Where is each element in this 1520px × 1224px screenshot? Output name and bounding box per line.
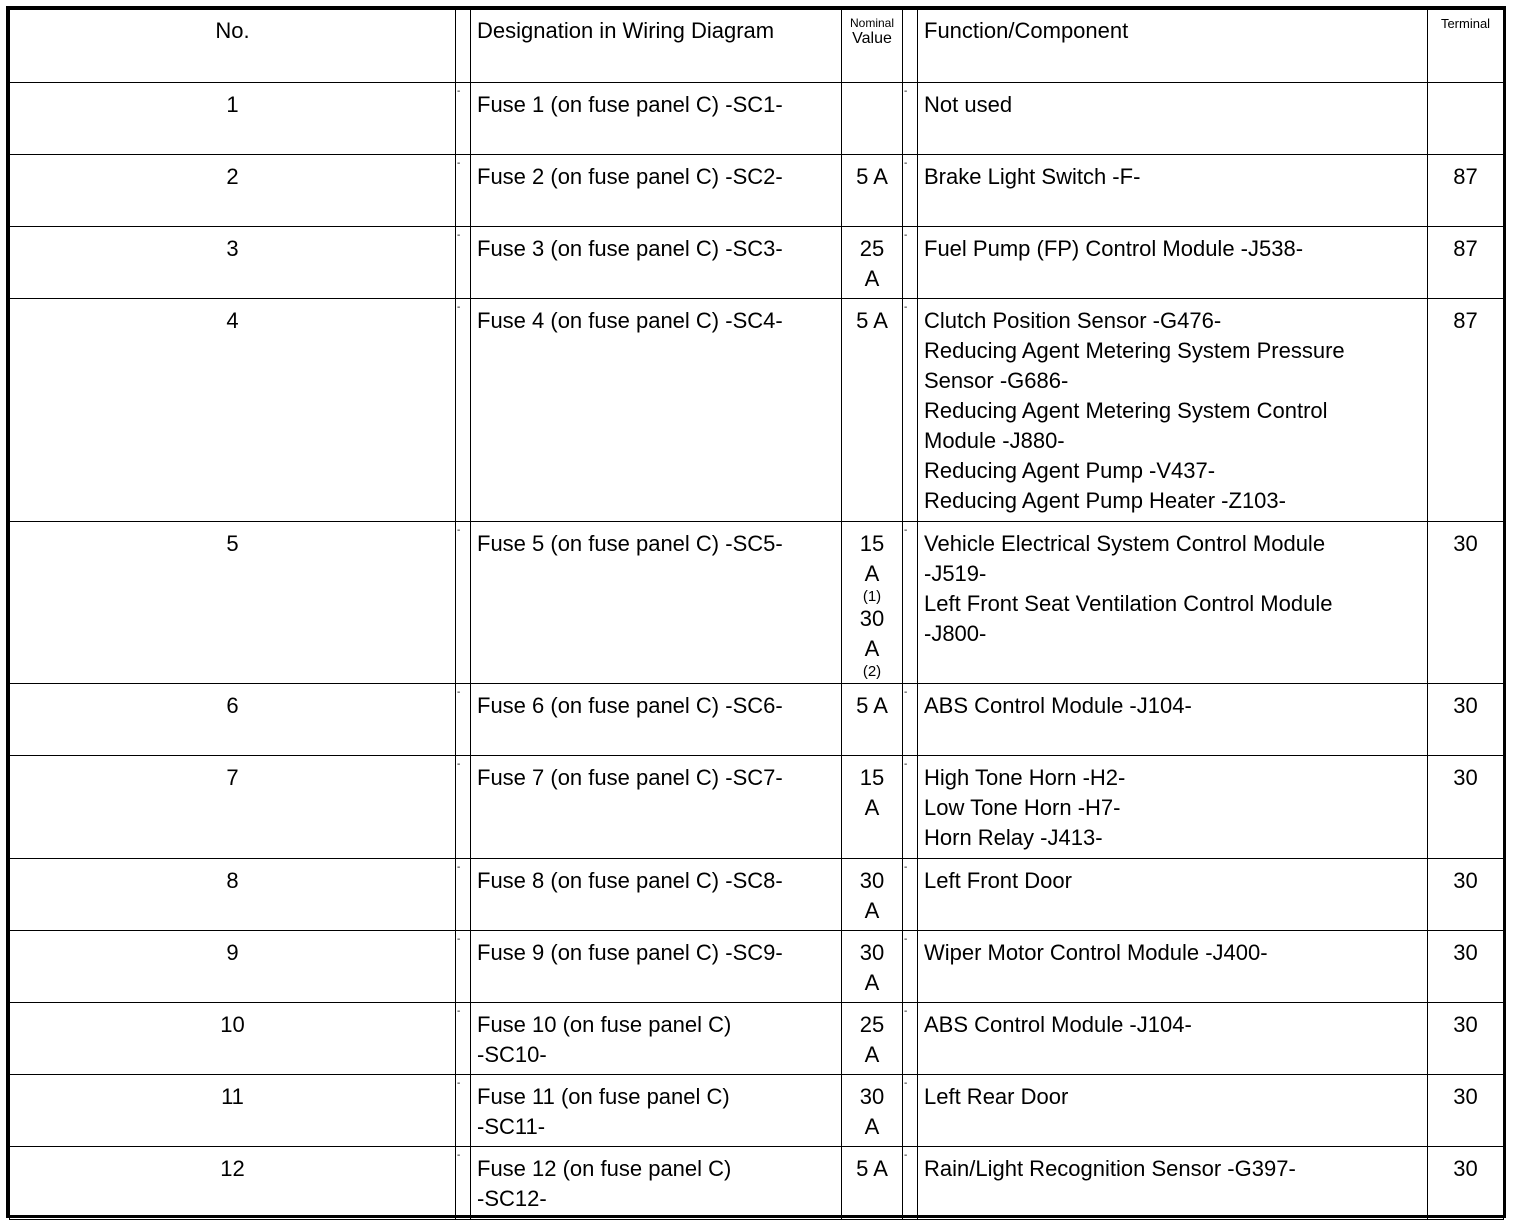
nominal-value-line: A [864, 636, 880, 661]
separator-mark: - [903, 931, 918, 1003]
fuse-number: 1 [10, 83, 456, 155]
fuse-number: 8 [10, 859, 456, 931]
function-line: Horn Relay -J413- [924, 825, 1103, 850]
nominal-value-line: 30 [859, 1084, 885, 1109]
designation-line: Fuse 10 (on fuse panel C) [477, 1012, 732, 1037]
separator-mark: - [456, 227, 471, 299]
function-component [918, 684, 1428, 756]
nominal-value-line: A [864, 970, 880, 995]
table-header-row [10, 10, 1504, 83]
terminal: 30 [1428, 931, 1504, 1003]
nominal-value [842, 227, 903, 299]
wiring-designation [471, 684, 842, 756]
table-row [10, 1075, 1504, 1147]
function-line: Not used [924, 92, 1013, 117]
function-line: Rain/Light Recognition Sensor -G397- [924, 1156, 1296, 1181]
nominal-value [842, 83, 903, 155]
fuse-table-frame [6, 6, 1506, 1218]
header-terminal-label: Terminal [1440, 16, 1491, 31]
function-line: Left Front Door [924, 868, 1072, 893]
designation-line: Fuse 5 (on fuse panel C) -SC5- [477, 531, 783, 556]
wiring-designation [471, 299, 842, 522]
designation-line: -SC11- [477, 1114, 546, 1139]
function-component [918, 299, 1428, 522]
separator-mark: - [456, 931, 471, 1003]
wiring-designation [471, 522, 842, 684]
table-row [10, 1147, 1504, 1220]
function-component [918, 1003, 1428, 1075]
header-nominal-bottom: Value [852, 30, 892, 47]
function-line: Brake Light Switch -F- [924, 164, 1141, 189]
designation-line: Fuse 6 (on fuse panel C) -SC6- [477, 693, 783, 718]
function-line: Reducing Agent Metering System Control [924, 398, 1328, 423]
designation-line: -SC10- [477, 1042, 547, 1067]
separator-mark: - [456, 684, 471, 756]
separator-mark: - [903, 155, 918, 227]
header-gap-1 [456, 10, 471, 83]
nominal-value [842, 1003, 903, 1075]
function-line: Sensor -G686- [924, 368, 1069, 393]
nominal-value [842, 299, 903, 522]
function-line: Reducing Agent Pump Heater -Z103- [924, 488, 1286, 513]
nominal-value-line: A [864, 1042, 880, 1067]
wiring-designation [471, 155, 842, 227]
function-line: Reducing Agent Pump -V437- [924, 458, 1216, 483]
nominal-value-line: A [864, 266, 880, 291]
separator-mark: - [456, 756, 471, 859]
terminal: 30 [1428, 684, 1504, 756]
function-component [918, 227, 1428, 299]
fuse-number: 7 [10, 756, 456, 859]
wiring-designation [471, 1147, 842, 1220]
header-function: Function/Component [918, 10, 1428, 83]
terminal: 30 [1428, 1003, 1504, 1075]
designation-line: Fuse 7 (on fuse panel C) -SC7- [477, 765, 783, 790]
table-row [10, 756, 1504, 859]
table-row [10, 684, 1504, 756]
table-row [10, 1003, 1504, 1075]
nominal-value [842, 931, 903, 1003]
function-line: Wiper Motor Control Module -J400- [924, 940, 1268, 965]
separator-mark: - [903, 1003, 918, 1075]
table-row [10, 299, 1504, 522]
designation-line: -SC12- [477, 1186, 547, 1211]
terminal: 87 [1428, 155, 1504, 227]
fuse-number: 9 [10, 931, 456, 1003]
separator-mark: - [903, 1075, 918, 1147]
fuse-number: 3 [10, 227, 456, 299]
nominal-value [842, 859, 903, 931]
function-component [918, 931, 1428, 1003]
separator-mark: - [903, 1147, 918, 1220]
function-component [918, 155, 1428, 227]
nominal-value-line: 30 [859, 940, 885, 965]
nominal-value-line: 25 [859, 236, 885, 261]
separator-mark: - [903, 83, 918, 155]
header-nominal-top: Nominal [849, 16, 894, 30]
nominal-value [842, 522, 903, 684]
wiring-designation [471, 859, 842, 931]
wiring-designation [471, 1003, 842, 1075]
separator-mark: - [456, 155, 471, 227]
nominal-value-line: 30 [859, 868, 885, 893]
nominal-value-line: A [864, 898, 880, 923]
nominal-value-line: 5 A [856, 164, 888, 189]
separator-mark: - [456, 299, 471, 522]
function-component [918, 1075, 1428, 1147]
designation-line: Fuse 4 (on fuse panel C) -SC4- [477, 308, 783, 333]
separator-mark: - [903, 522, 918, 684]
wiring-designation [471, 1075, 842, 1147]
separator-mark: - [903, 684, 918, 756]
fuse-table [9, 9, 1504, 1220]
function-line: Clutch Position Sensor -G476- [924, 308, 1222, 333]
function-line: Low Tone Horn -H7- [924, 795, 1121, 820]
function-line: Vehicle Electrical System Control Module [924, 531, 1326, 556]
nominal-value-line: A [864, 1114, 880, 1139]
function-line: ABS Control Module -J104- [924, 1012, 1192, 1037]
fuse-number: 5 [10, 522, 456, 684]
footnote-marker: (1) [862, 588, 882, 605]
nominal-value [842, 756, 903, 859]
table-row [10, 931, 1504, 1003]
terminal: 30 [1428, 1075, 1504, 1147]
header-nominal-value [842, 10, 903, 83]
separator-mark: - [456, 859, 471, 931]
nominal-value-line: 30 [859, 606, 885, 631]
nominal-value [842, 1147, 903, 1220]
terminal: 30 [1428, 859, 1504, 931]
designation-line: Fuse 11 (on fuse panel C) [477, 1084, 730, 1109]
function-line: ABS Control Module -J104- [924, 693, 1192, 718]
separator-mark: - [456, 83, 471, 155]
terminal: 30 [1428, 756, 1504, 859]
function-line: Module -J880- [924, 428, 1065, 453]
separator-mark: - [456, 1075, 471, 1147]
table-row [10, 859, 1504, 931]
fuse-number: 6 [10, 684, 456, 756]
separator-mark: - [456, 522, 471, 684]
wiring-designation [471, 227, 842, 299]
terminal: 30 [1428, 1147, 1504, 1220]
fuse-number: 11 [10, 1075, 456, 1147]
nominal-value-line: A [864, 561, 880, 586]
nominal-value-line: 15 [859, 765, 885, 790]
designation-line: Fuse 1 (on fuse panel C) -SC1- [477, 92, 783, 117]
nominal-value-line: 5 A [856, 693, 888, 718]
nominal-value [842, 684, 903, 756]
function-line: Left Rear Door [924, 1084, 1069, 1109]
nominal-value-line: 5 A [856, 1156, 888, 1181]
fuse-number: 4 [10, 299, 456, 522]
terminal: 87 [1428, 299, 1504, 522]
nominal-value-line: 25 [859, 1012, 885, 1037]
header-designation: Designation in Wiring Diagram [471, 10, 842, 83]
separator-mark: - [903, 859, 918, 931]
function-line: Left Front Seat Ventilation Control Module [924, 591, 1333, 616]
wiring-designation [471, 931, 842, 1003]
separator-mark: - [903, 756, 918, 859]
designation-line: Fuse 2 (on fuse panel C) -SC2- [477, 164, 783, 189]
terminal: 87 [1428, 227, 1504, 299]
terminal: 30 [1428, 522, 1504, 684]
terminal [1428, 83, 1504, 155]
nominal-value-line: A [864, 795, 880, 820]
separator-mark: - [456, 1003, 471, 1075]
function-line: -J800- [924, 621, 987, 646]
designation-line: Fuse 9 (on fuse panel C) -SC9- [477, 940, 783, 965]
designation-line: Fuse 3 (on fuse panel C) -SC3- [477, 236, 783, 261]
separator-mark: - [903, 227, 918, 299]
fuse-number: 12 [10, 1147, 456, 1220]
table-row [10, 83, 1504, 155]
header-terminal [1428, 10, 1504, 83]
table-row [10, 227, 1504, 299]
nominal-value-line: 15 [859, 531, 885, 556]
function-line: -J519- [924, 561, 987, 586]
function-component [918, 1147, 1428, 1220]
fuse-number: 10 [10, 1003, 456, 1075]
separator-mark: - [456, 1147, 471, 1220]
function-line: Reducing Agent Metering System Pressure [924, 338, 1345, 363]
table-row [10, 155, 1504, 227]
separator-mark: - [903, 299, 918, 522]
function-component [918, 859, 1428, 931]
footnote-marker: (2) [862, 663, 882, 680]
fuse-number: 2 [10, 155, 456, 227]
nominal-value-line: 5 A [856, 308, 888, 333]
function-line: High Tone Horn -H2- [924, 765, 1126, 790]
wiring-designation [471, 83, 842, 155]
table-row [10, 522, 1504, 684]
designation-line: Fuse 8 (on fuse panel C) -SC8- [477, 868, 783, 893]
header-gap-2 [903, 10, 918, 83]
nominal-value [842, 155, 903, 227]
function-component [918, 756, 1428, 859]
function-component [918, 83, 1428, 155]
function-line: Fuel Pump (FP) Control Module -J538- [924, 236, 1304, 261]
nominal-value [842, 1075, 903, 1147]
wiring-designation [471, 756, 842, 859]
designation-line: Fuse 12 (on fuse panel C) [477, 1156, 732, 1181]
header-no: No. [10, 10, 456, 83]
function-component [918, 522, 1428, 684]
